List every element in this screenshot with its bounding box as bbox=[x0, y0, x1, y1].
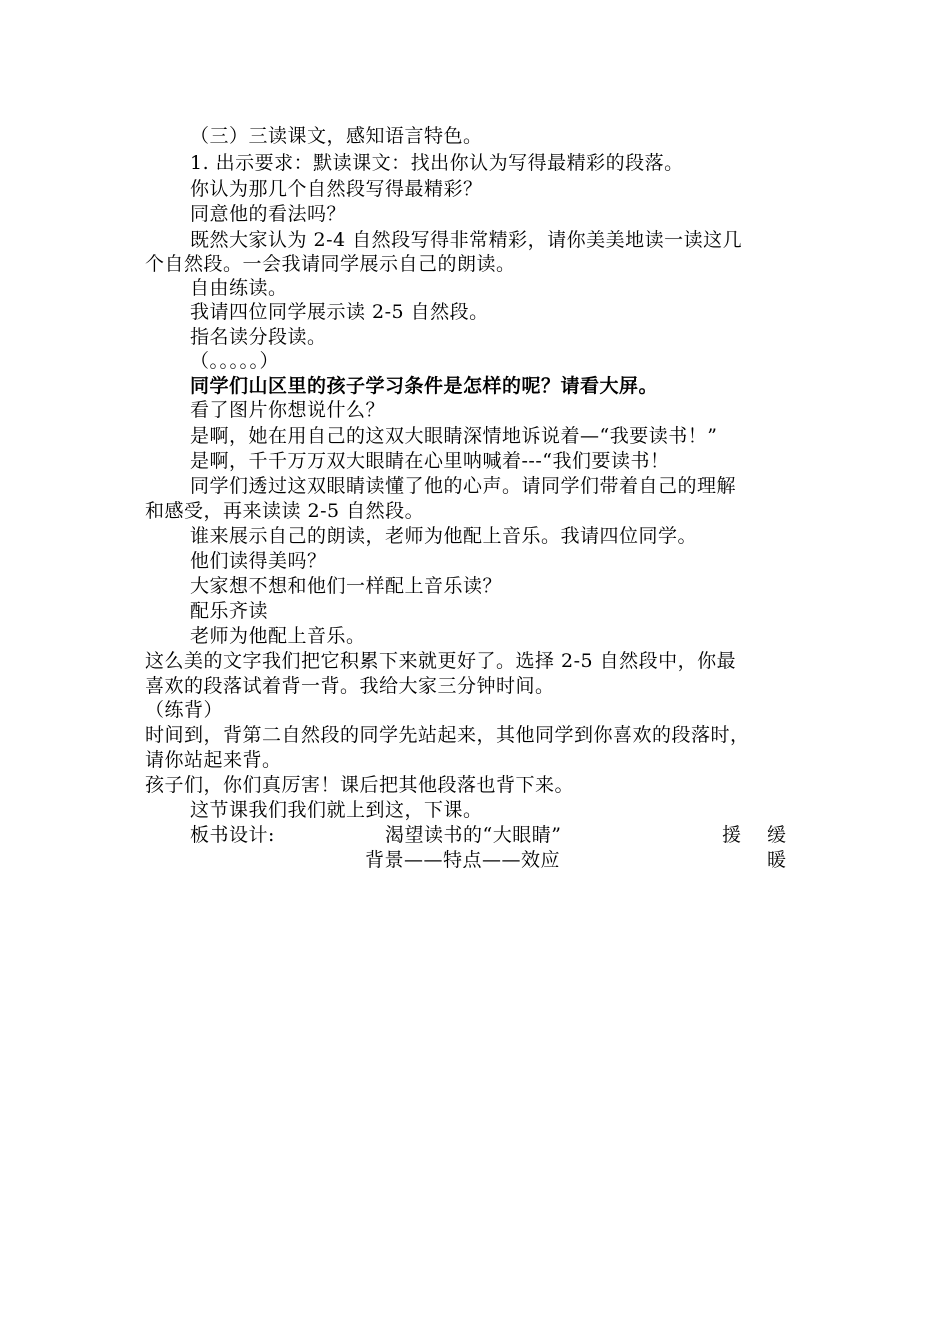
paragraph-line: 他们读得美吗？ bbox=[190, 550, 327, 572]
paragraph-line: 配乐齐读 bbox=[190, 600, 269, 622]
paragraph-line: （。。。。。） bbox=[190, 350, 280, 372]
paragraph-line: 和感受，再来读读 2-5 自然段。 bbox=[145, 500, 425, 522]
paragraph-line: 你认为那几个自然段写得最精彩？ bbox=[190, 178, 483, 200]
paragraph-line: 是啊，她在用自己的这双大眼睛深情地诉说着—“我要读书！” bbox=[190, 425, 718, 447]
board-label: 板书设计: bbox=[190, 824, 275, 846]
paragraph-line: 孩子们，你们真厉害！课后把其他段落也背下来。 bbox=[145, 774, 575, 796]
paragraph-line: 指名读分段读。 bbox=[190, 326, 327, 348]
paragraph-line: 请你站起来背。 bbox=[145, 749, 282, 771]
paragraph-line: 个自然段。一会我请同学展示自己的朗读。 bbox=[145, 253, 516, 275]
paragraph-line: 看了图片你想说什么？ bbox=[190, 399, 386, 421]
paragraph-line: 既然大家认为 2-4 自然段写得非常精彩，请你美美地读一读这几 bbox=[190, 229, 743, 251]
board-subtitle: 背景——特点——效应 bbox=[365, 849, 561, 871]
board-title: 渴望读书的“大眼睛” bbox=[385, 824, 562, 846]
paragraph-line: 1. 出示要求：默读课文：找出你认为写得最精彩的段落。 bbox=[190, 152, 684, 174]
paragraph-line: 喜欢的段落试着背一背。我给大家三分钟时间。 bbox=[145, 675, 555, 697]
paragraph-line: 是啊，千千万万双大眼睛在心里呐喊着---“我们要读书！ bbox=[190, 450, 670, 472]
paragraph-line: 时间到，背第二自然段的同学先站起来，其他同学到你喜欢的段落时， bbox=[145, 724, 750, 746]
bold-paragraph-line: 同学们山区里的孩子学习条件是怎样的呢？请看大屏。 bbox=[190, 375, 659, 397]
board-side-char: 暖 bbox=[767, 849, 787, 871]
section-heading: （三）三读课文，感知语言特色。 bbox=[190, 125, 483, 147]
paragraph-line: 大家想不想和他们一样配上音乐读？ bbox=[190, 575, 503, 597]
paragraph-line: 谁来展示自己的朗读，老师为他配上音乐。我请四位同学。 bbox=[190, 525, 698, 547]
paragraph-line: （练背） bbox=[145, 699, 224, 721]
paragraph-line: 同学们透过这双眼睛读懂了他的心声。请同学们带着自己的理解 bbox=[190, 475, 737, 497]
paragraph-line: 同意他的看法吗？ bbox=[190, 203, 347, 225]
board-side-char: 援 bbox=[722, 824, 742, 846]
paragraph-line: 我请四位同学展示读 2-5 自然段。 bbox=[190, 301, 489, 323]
board-side-char: 缓 bbox=[767, 824, 787, 846]
paragraph-line: 这么美的文字我们把它积累下来就更好了。选择 2-5 自然段中，你最 bbox=[145, 650, 737, 672]
paragraph-line: 老师为他配上音乐。 bbox=[190, 625, 366, 647]
paragraph-line: 这节课我们我们就上到这，下课。 bbox=[190, 799, 483, 821]
paragraph-line: 自由练读。 bbox=[190, 277, 288, 299]
